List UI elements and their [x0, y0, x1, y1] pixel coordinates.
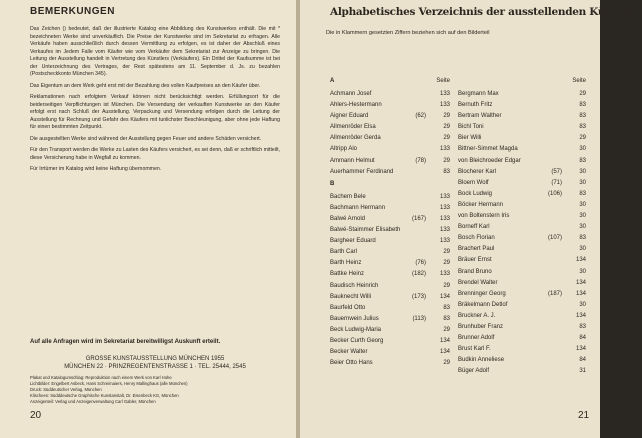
artist-name: Brachert Paul — [458, 246, 495, 253]
artist-name: Bernuth Fritz — [458, 102, 493, 109]
page-reference: 134 — [575, 312, 586, 319]
artist-entry — [330, 214, 450, 225]
page-number-left: 20 — [30, 410, 42, 421]
page-reference: 83 — [443, 304, 450, 311]
remarks-paragraph: Das Zeichen () bedeutet, daß der illustrierte Katalog eine Abbildung des Kunstwerkes enthält. Die mit * bezeichneten Werke sind unverkäuflich. Die Preise der Kunstwerke sind im Sekretariat zu erfragen. Alle Verkäufe haben ausschließlich durch dessen Vermittlung zu erfolgen, es ist daher der Abschluß eines Verkaufes im Jedem Falle vom Käufer wie vom Verkäufer dem Sekretariat zur Anzeige zu bringen. Die Leitung der Ausstellung handelt in Vertretung des Künstlers (Verkäufers). Ein Drittel der Kaufsumme ist bei der Unterzeichnung des Vertrages, der Rest spätestens am 11. September d. Js. zu bezahlen (Postscheckkonto München 345). — [30, 26, 280, 77]
artist-name: Bergmann Max — [458, 91, 499, 97]
artist-entry — [458, 355, 586, 366]
artist-name: Bauknecht Willi — [330, 293, 372, 300]
artist-name: Brand Bruno — [458, 268, 492, 275]
artist-entry — [330, 281, 450, 292]
plate-reference — [458, 278, 562, 289]
page-reference: 30 — [579, 268, 586, 275]
artist-entry — [330, 336, 450, 347]
plate-reference — [330, 167, 426, 178]
index-column-1 — [330, 78, 450, 369]
page-reference: 83 — [443, 315, 450, 322]
page-reference: 134 — [439, 293, 450, 300]
plate-reference — [458, 255, 562, 266]
page-reference: 133 — [439, 238, 450, 245]
artist-entry — [330, 358, 450, 369]
artist-entry — [330, 192, 450, 203]
entries-b — [330, 192, 450, 370]
plate-reference — [458, 311, 562, 322]
plate-reference: (76) — [415, 260, 426, 267]
plate-reference: (57) — [551, 168, 562, 175]
plate-reference — [458, 144, 562, 155]
artist-name: Balwé Arnold — [330, 215, 366, 222]
artist-name: Ahlers-Hestermann — [330, 102, 382, 109]
artist-entry — [458, 244, 586, 255]
remarks-paragraph: Für Irrtümer im Katalog wird keine Haftung übernommen. — [30, 166, 162, 172]
plate-reference — [458, 89, 562, 100]
artist-entry — [458, 311, 586, 322]
artist-entry — [458, 211, 586, 222]
seite-label: Seite — [436, 78, 450, 84]
artist-name: Barth Carl — [330, 249, 358, 256]
artist-entry — [330, 292, 450, 303]
remarks-paragraph: Reklamationen nach erfolgtem Verkauf können nicht berücksichtigt werden. Erfüllungsort für die beiderseitigen Verpflichtungen ist München. Die Versendung der verkauften Kunstwerke an den Käufer erfolgt erst nach Schluß der Ausstellung. Verpackung und Versendung erfolgen durch die Leitung der Ausstellung für Rechnung und Gefahr des Käufers mit tunlichster Beschleunigung, aber ohne jede Haftung für einen bestimmten Zeitpunkt. — [30, 94, 280, 130]
plate-reference — [458, 344, 562, 355]
artist-name: Beier Otto Hans — [330, 360, 373, 367]
plate-reference: (107) — [547, 235, 562, 242]
artist-entry — [458, 111, 586, 122]
entries-a — [330, 89, 450, 178]
artist-entry — [330, 111, 450, 122]
artist-name: Aigner Eduard — [330, 113, 369, 120]
artist-name: Battke Heinz — [330, 271, 365, 278]
section-header-continued — [458, 78, 586, 89]
artist-entry — [330, 89, 450, 100]
artist-name: Bichl Toni — [458, 124, 484, 131]
plate-reference: (173) — [411, 293, 426, 300]
plate-reference — [330, 89, 426, 100]
artist-entry — [330, 133, 450, 144]
plate-reference — [330, 133, 426, 144]
page-reference: 133 — [439, 204, 450, 211]
remarks-paragraph: Für den Transport werden die Werke zu Lasten des Käufers versichert, es sei denn, daß er schriftlich mitteilt, diese Versicherung habe in Wegfall zu kommen. — [30, 147, 280, 161]
artist-name: Bock Ludwig — [458, 190, 493, 197]
artist-name: Brunner Adolf — [458, 335, 495, 342]
artist-entry — [458, 133, 586, 144]
page-reference: 133 — [439, 91, 450, 97]
artist-entry — [330, 167, 450, 178]
plate-reference — [330, 100, 426, 111]
artist-entry — [458, 178, 586, 189]
artist-name: Baurfeld Otto — [330, 304, 366, 311]
artist-name: Baudisch Heinrich — [330, 282, 379, 289]
remarks-heading: BEMERKUNGEN — [30, 6, 115, 17]
section-letter: A — [330, 78, 335, 84]
page-reference: 83 — [579, 102, 586, 109]
right-page — [300, 0, 642, 438]
artist-name: Brendel Walter — [458, 279, 498, 286]
imprint — [30, 375, 280, 405]
artist-name: Bosch Florian — [458, 235, 495, 242]
seite-label: Seite — [572, 78, 586, 84]
remarks-paragraph: Die ausgestellten Werke sind während der Ausstellung gegen Feuer und andere Schäden versichert. — [30, 135, 262, 142]
artist-entry — [330, 247, 450, 258]
page-reference: 30 — [579, 201, 586, 208]
artist-entry — [330, 203, 450, 214]
artist-entry — [330, 325, 450, 336]
artist-entry — [458, 144, 586, 155]
page-reference: 84 — [579, 335, 586, 342]
artist-name: Beck Ludwig-Maria — [330, 326, 382, 333]
artist-entry — [458, 267, 586, 278]
page-reference: 29 — [443, 260, 450, 267]
page-reference: 83 — [579, 190, 586, 197]
artist-name: Becker Curth Georg — [330, 337, 384, 344]
artist-name: Büger Adolf — [458, 368, 490, 375]
page-reference: 30 — [579, 224, 586, 231]
plate-reference — [458, 222, 562, 233]
plate-reference: (187) — [547, 290, 562, 297]
artist-name: Auerhammer Ferdinand — [330, 168, 394, 175]
artist-name: Bachmann Hermann — [330, 204, 386, 211]
page-reference: 30 — [579, 301, 586, 308]
plate-reference — [458, 355, 562, 366]
page-reference: 134 — [575, 279, 586, 286]
plate-reference — [330, 336, 426, 347]
plate-reference — [458, 111, 562, 122]
artist-entry — [458, 366, 586, 377]
page-reference: 30 — [579, 246, 586, 253]
imprint-line: Plakat und Katalogumschlag: Reproduktion nach einem Werk von Karl Hohe — [30, 375, 172, 380]
page-reference: 134 — [439, 349, 450, 356]
artist-name: von Boltenstern Iris — [458, 213, 510, 220]
artist-name: Bloem Wolf — [458, 179, 489, 186]
artist-entry — [458, 300, 586, 311]
index-column-2 — [458, 78, 586, 377]
plate-reference — [330, 325, 426, 336]
artist-name: Bier Willi — [458, 135, 482, 142]
page-reference: 83 — [579, 323, 586, 330]
artist-entry — [330, 100, 450, 111]
artist-name: Bräkelmann Detlof — [458, 301, 508, 308]
page-reference: 134 — [439, 337, 450, 344]
page-reference: 30 — [579, 168, 586, 175]
page-reference: 83 — [579, 124, 586, 131]
plate-reference — [458, 100, 562, 111]
plate-reference: (167) — [411, 215, 426, 222]
artist-name: Ammann Helmut — [330, 157, 375, 164]
artist-entry — [458, 189, 586, 200]
artist-name: Bertram Walther — [458, 113, 502, 120]
artist-name: Bargheer Eduard — [330, 238, 376, 245]
plate-reference — [458, 267, 562, 278]
index-title: Alphabetisches Verzeichnis der ausstellenden Künstler: — [330, 6, 642, 18]
artist-name: Bittner-Simmet Magda — [458, 146, 518, 153]
plate-reference — [458, 300, 562, 311]
artist-name: Brenninger Georg — [458, 290, 506, 297]
plate-reference: (62) — [415, 113, 426, 120]
page-reference: 133 — [439, 146, 450, 153]
plate-reference — [330, 358, 426, 369]
page-reference: 133 — [439, 102, 450, 109]
artist-entry — [330, 314, 450, 325]
page-reference: 31 — [579, 368, 586, 375]
plate-reference — [458, 122, 562, 133]
artist-entry — [458, 278, 586, 289]
plate-reference — [330, 203, 426, 214]
imprint-line: Klischees: Südddeutsche Graphische Kunstanstalt, Dr. Eisenbeck KG, München — [30, 393, 179, 398]
artist-name: Budkin Anneliese — [458, 357, 505, 364]
section-header-a — [330, 78, 450, 89]
artist-entry — [458, 156, 586, 167]
plate-reference — [330, 247, 426, 258]
artist-entry — [330, 347, 450, 358]
plate-reference: (78) — [415, 157, 426, 164]
artist-name: Bruckner A. J. — [458, 312, 496, 319]
page-reference: 133 — [439, 227, 450, 234]
plate-reference: (182) — [411, 271, 426, 278]
plate-reference — [330, 122, 426, 133]
plate-reference: (106) — [547, 190, 562, 197]
plate-reference — [458, 200, 562, 211]
imprint-line: Druck: Süddeutscher Verlag, München — [30, 387, 102, 392]
plate-reference: (71) — [551, 179, 562, 186]
entries-continued — [458, 89, 586, 377]
artist-entry — [458, 233, 586, 244]
plate-reference — [330, 225, 426, 236]
left-page — [0, 0, 296, 438]
plate-reference — [330, 281, 426, 292]
index-subtitle: Die in Klammern gesetzten Ziffern beziehen sich auf den Bilderteil — [326, 30, 490, 36]
plate-reference — [458, 211, 562, 222]
page-reference: 133 — [439, 193, 450, 200]
page-reference: 84 — [579, 357, 586, 364]
artist-entry — [330, 258, 450, 269]
exhibition-address — [30, 355, 280, 371]
artist-name: Balwé-Staimmer Elisabeth — [330, 227, 401, 234]
artist-name: Achmann Josef — [330, 91, 372, 97]
artist-entry — [458, 344, 586, 355]
artist-entry — [330, 269, 450, 280]
plate-reference — [330, 236, 426, 247]
page-reference: 29 — [579, 135, 586, 142]
page-reference: 29 — [443, 157, 450, 164]
page-reference: 83 — [579, 157, 586, 164]
plate-reference: (113) — [412, 315, 426, 322]
artist-name: Böcker Hermann — [458, 201, 504, 208]
plate-reference — [458, 322, 562, 333]
artist-entry — [458, 100, 586, 111]
artist-entry — [458, 122, 586, 133]
artist-entry — [330, 122, 450, 133]
imprint-line: Anzeigenteil: Verlag und Anzeigenverwaltung Carl Gabler, München — [30, 399, 156, 404]
artist-name: Borneff Karl — [458, 224, 490, 231]
page-reference: 30 — [579, 179, 586, 186]
artist-name: Bauernwein Julius — [330, 315, 379, 322]
page-reference: 29 — [443, 124, 450, 131]
artist-entry — [458, 255, 586, 266]
page-reference: 29 — [443, 326, 450, 333]
page-reference: 134 — [575, 290, 586, 297]
plate-reference — [458, 366, 562, 377]
page-reference: 29 — [579, 91, 586, 97]
artist-name: Altripp Alo — [330, 146, 358, 153]
plate-reference — [330, 303, 426, 314]
page-reference: 29 — [443, 360, 450, 367]
page-reference: 134 — [575, 257, 586, 264]
page-reference: 134 — [575, 346, 586, 353]
plate-reference — [458, 333, 562, 344]
page-reference: 83 — [579, 235, 586, 242]
page-reference: 133 — [439, 215, 450, 222]
plate-reference — [458, 133, 562, 144]
artist-name: Brunhuber Franz — [458, 323, 504, 330]
page-reference: 83 — [443, 168, 450, 175]
artist-entry — [458, 333, 586, 344]
artist-entry — [330, 144, 450, 155]
page-reference: 30 — [579, 146, 586, 153]
artist-name: Blocherer Karl — [458, 168, 497, 175]
exhibition-name: GROSSE KUNSTAUSSTELLUNG MÜNCHEN 1955 — [85, 356, 225, 362]
plate-reference — [330, 144, 426, 155]
artist-entry — [458, 322, 586, 333]
artist-name: Barth Heinz — [330, 260, 362, 267]
inquiry-note: Auf alle Anfragen wird im Sekretariat bereitwilligst Auskunft erteilt. — [30, 339, 221, 345]
artist-entry — [458, 222, 586, 233]
page-reference: 83 — [579, 113, 586, 120]
artist-entry — [330, 236, 450, 247]
exhibition-contact: MÜNCHEN 22 · PRINZREGENTENSTRASSE 1 · TEL. 25444, 2545 — [64, 364, 246, 370]
artist-entry — [330, 225, 450, 236]
plate-reference — [330, 347, 426, 358]
page-reference: 29 — [443, 249, 450, 256]
artist-entry — [330, 156, 450, 167]
page-reference: 29 — [443, 113, 450, 120]
artist-name: Bachem Bele — [330, 193, 366, 200]
artist-entry — [458, 200, 586, 211]
plate-reference — [458, 156, 562, 167]
page-reference: 133 — [439, 271, 450, 278]
page-number-right: 21 — [578, 410, 590, 421]
artist-entry — [330, 303, 450, 314]
artist-name: Allmenröder Elsa — [330, 124, 376, 131]
remarks-paragraph: Das Eigentum an dem Werk geht erst mit der Bezahlung des vollen Kaufpreises an den Käufer über. — [30, 82, 261, 89]
page-reference: 29 — [443, 282, 450, 289]
imprint-line: Lichtbilder: Engelbert Asbeck, Hans Schreimaiers, Henry Mallinghaus (alle München) — [30, 381, 188, 386]
artist-name: Becker Walter — [330, 349, 368, 356]
artist-name: von Bleichroeder Edgar — [458, 157, 521, 164]
page-reference: 30 — [579, 213, 586, 220]
artist-entry — [458, 289, 586, 300]
artist-entry — [458, 89, 586, 100]
artist-name: Brust Karl F. — [458, 346, 491, 353]
section-header-b: B — [330, 180, 335, 187]
plate-reference — [458, 244, 562, 255]
artist-name: Allmenröder Gerda — [330, 135, 381, 142]
artist-name: Bräuer Ernst — [458, 257, 492, 264]
page-reference: 29 — [443, 135, 450, 142]
remarks-body — [30, 26, 280, 178]
plate-reference — [330, 192, 426, 203]
artist-entry — [458, 167, 586, 178]
